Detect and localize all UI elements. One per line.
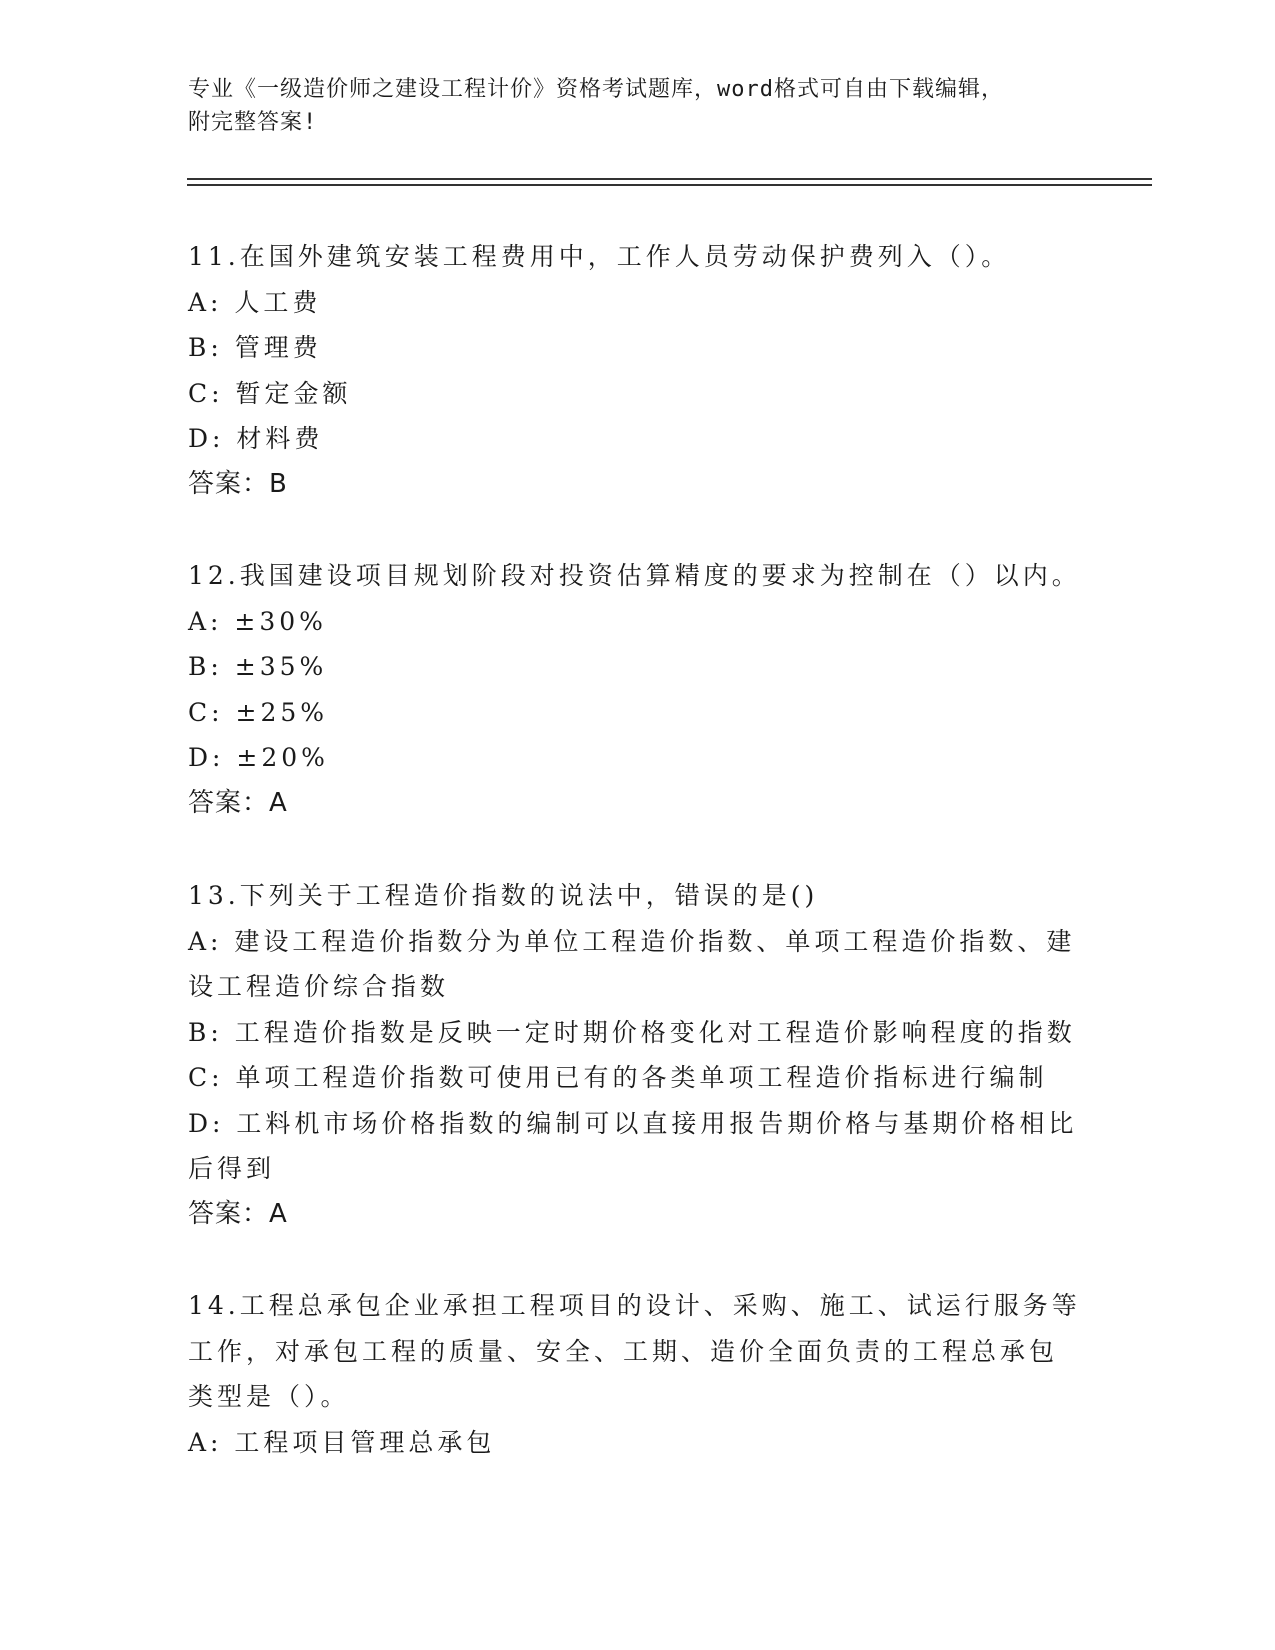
question-stem-continued: 类型是（）。	[188, 1382, 350, 1411]
header-line-2: 附完整答案!	[188, 110, 318, 135]
option-c: C: ±25%	[188, 697, 329, 727]
document-header	[188, 73, 1088, 139]
question-stem: 13.下列关于工程造价指数的说法中，错误的是()	[188, 881, 819, 910]
option-d: D: ±20%	[188, 743, 329, 772]
question-13	[188, 873, 1078, 1237]
question-stem: 14.工程总承包企业承担工程项目的设计、采购、施工、试运行服务等	[188, 1291, 1081, 1320]
option-a: A: ±30%	[188, 606, 327, 636]
option-a-continued: 设工程造价综合指数	[188, 972, 450, 1001]
question-14	[188, 1283, 1081, 1465]
option-a: A: 人工费	[188, 287, 322, 317]
option-b: B: ±35%	[188, 652, 328, 681]
question-stem: 12.我国建设项目规划阶段对投资估算精度的要求为控制在（）以内。	[188, 561, 1081, 590]
answer-line: 答案：A	[188, 1198, 288, 1229]
header-divider-top	[187, 178, 1152, 180]
option-d: D: 材料费	[188, 424, 324, 453]
option-c: C: 单项工程造价指数可使用已有的各类单项工程造价指标进行编制	[188, 1063, 1048, 1092]
question-stem-continued: 工作，对承包工程的质量、安全、工期、造价全面负责的工程总承包	[188, 1336, 1059, 1366]
answer-line: 答案：A	[188, 787, 288, 818]
question-11	[188, 234, 1068, 507]
option-d: D: 工料机市场价格指数的编制可以直接用报告期价格与基期价格相比	[188, 1108, 1078, 1138]
option-b: B: 管理费	[188, 333, 322, 362]
option-c: C: 暂定金额	[188, 378, 352, 408]
option-d-continued: 后得到	[188, 1154, 276, 1183]
option-a: A: 建设工程造价指数分为单位工程造价指数、单项工程造价指数、建	[188, 926, 1076, 956]
header-divider-bottom	[187, 184, 1152, 186]
option-a: A: 工程项目管理总承包	[188, 1427, 496, 1457]
option-b: B: 工程造价指数是反映一定时期价格变化对工程造价影响程度的指数	[188, 1017, 1076, 1047]
question-stem: 11.在国外建筑安装工程费用中，工作人员劳动保护费列入（）。	[188, 242, 1011, 271]
question-12	[188, 553, 1081, 826]
answer-line: 答案：B	[188, 468, 288, 499]
header-line-1: 专业《一级造价师之建设工程计价》资格考试题库，word格式可自由下载编辑，	[188, 77, 1004, 102]
